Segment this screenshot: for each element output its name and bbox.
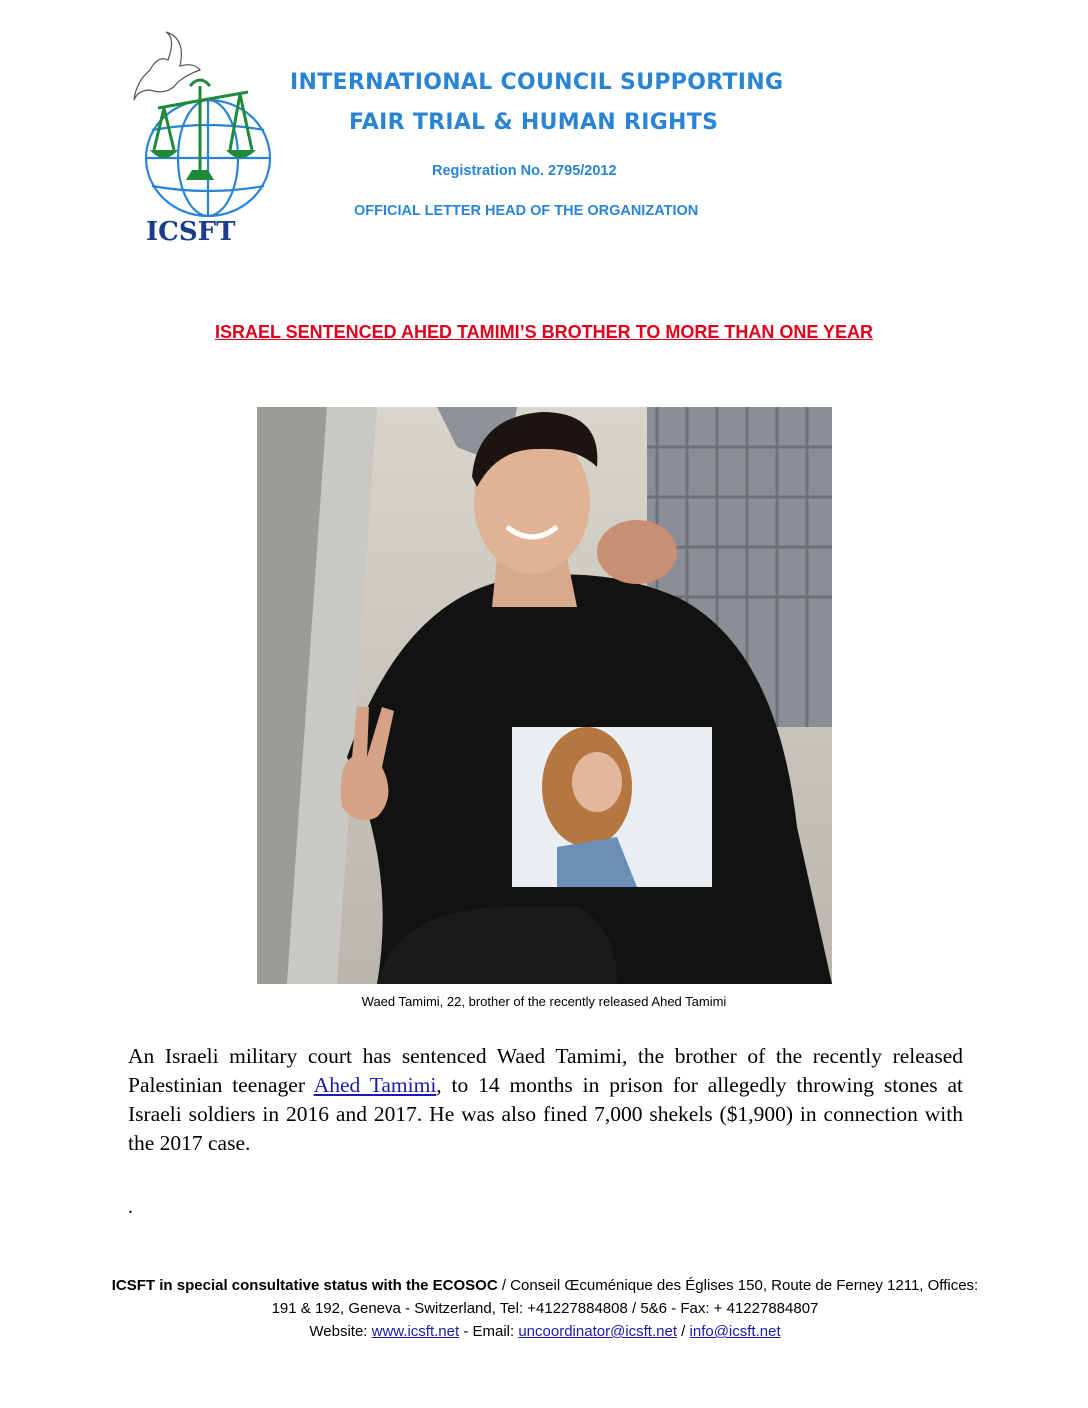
website-link[interactable]: www.icsft.net bbox=[371, 1323, 460, 1340]
ahed-tamimi-link[interactable]: Ahed Tamimi bbox=[313, 1073, 437, 1097]
body-text-part-2: , to 14 months in prison for allegedly throwing stones at Israeli soldiers in 2016 and 2017. He was also fined 7,000 shekels ($1,900) in connection with the 2017 case. bbox=[128, 1073, 964, 1155]
ecosoc-status: ICSFT in special consultative status with the ECOSOC bbox=[111, 1277, 498, 1294]
trailing-dot: . bbox=[128, 1196, 133, 1218]
dove-scales-globe-logo-icon bbox=[128, 30, 278, 252]
letterhead-label: OFFICIAL LETTER HEAD OF THE ORGANIZATION bbox=[354, 203, 699, 219]
article-body bbox=[128, 1042, 963, 1158]
registration-number: Registration No. 2795/2012 bbox=[432, 163, 617, 179]
organization-logo bbox=[128, 30, 278, 252]
email-label: - Email: bbox=[459, 1323, 519, 1340]
org-name-line-2: FAIR TRIAL & HUMAN RIGHTS bbox=[349, 110, 719, 135]
logo-text: ICSFT bbox=[146, 217, 236, 247]
article-headline: ISRAEL SENTENCED AHED TAMIMI’S BROTHER TO MORE THAN ONE YEAR bbox=[214, 322, 874, 342]
page-footer bbox=[110, 1274, 980, 1343]
org-name-line-1: INTERNATIONAL COUNCIL SUPPORTING bbox=[290, 70, 784, 95]
photo-caption: Waed Tamimi, 22, brother of the recently released Ahed Tamimi bbox=[361, 994, 727, 1009]
website-label: Website: bbox=[309, 1323, 372, 1340]
portrait-photo-icon bbox=[257, 407, 832, 984]
email-link-info[interactable]: info@icsft.net bbox=[689, 1323, 781, 1340]
email-link-uncoordinator[interactable]: uncoordinator@icsft.net bbox=[518, 1323, 677, 1340]
article-photo bbox=[257, 407, 832, 984]
body-text-part-1: An Israeli military court has sentenced Waed Tamimi, the brother of the recently released Palestinian teenager bbox=[128, 1044, 963, 1097]
email-separator: / bbox=[677, 1323, 690, 1340]
footer-address: / Conseil Œcuménique des Églises 150, Route de Ferney 1211, Offices: 191 & 192, Geneva - Switzerland, Tel: +41227884808 / 5&6 - Fax: + 41227884807 bbox=[271, 1277, 979, 1317]
